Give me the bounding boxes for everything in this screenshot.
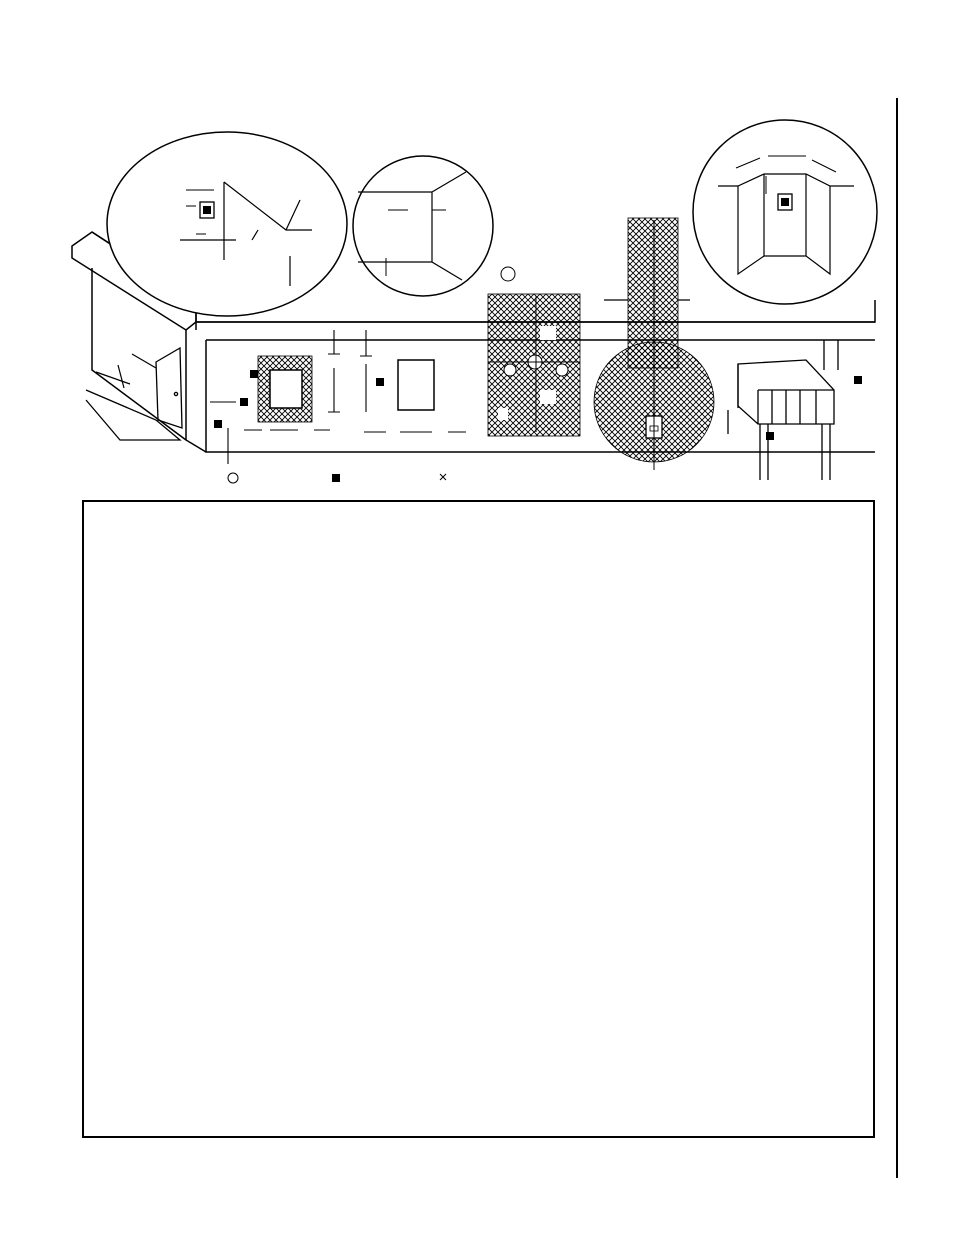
legend-circle-symbol [228,473,238,483]
clearance-table [82,500,875,1138]
door-side-arrows [118,354,156,388]
legend-hatch-symbol [440,474,446,480]
inset-left-detail [107,132,347,316]
inset-right-detail [693,120,877,304]
inset-center-detail [353,156,493,296]
circle-marker [501,267,515,281]
window-hatched-area [258,356,312,422]
legend [228,473,446,483]
side-rule [896,98,898,1178]
window [398,360,434,410]
meter-hatched-area [488,294,580,436]
legend-square-symbol [332,474,340,482]
vent-hatched-area [594,218,714,470]
vent-clearance-diagram [0,0,954,500]
deck [728,340,838,480]
